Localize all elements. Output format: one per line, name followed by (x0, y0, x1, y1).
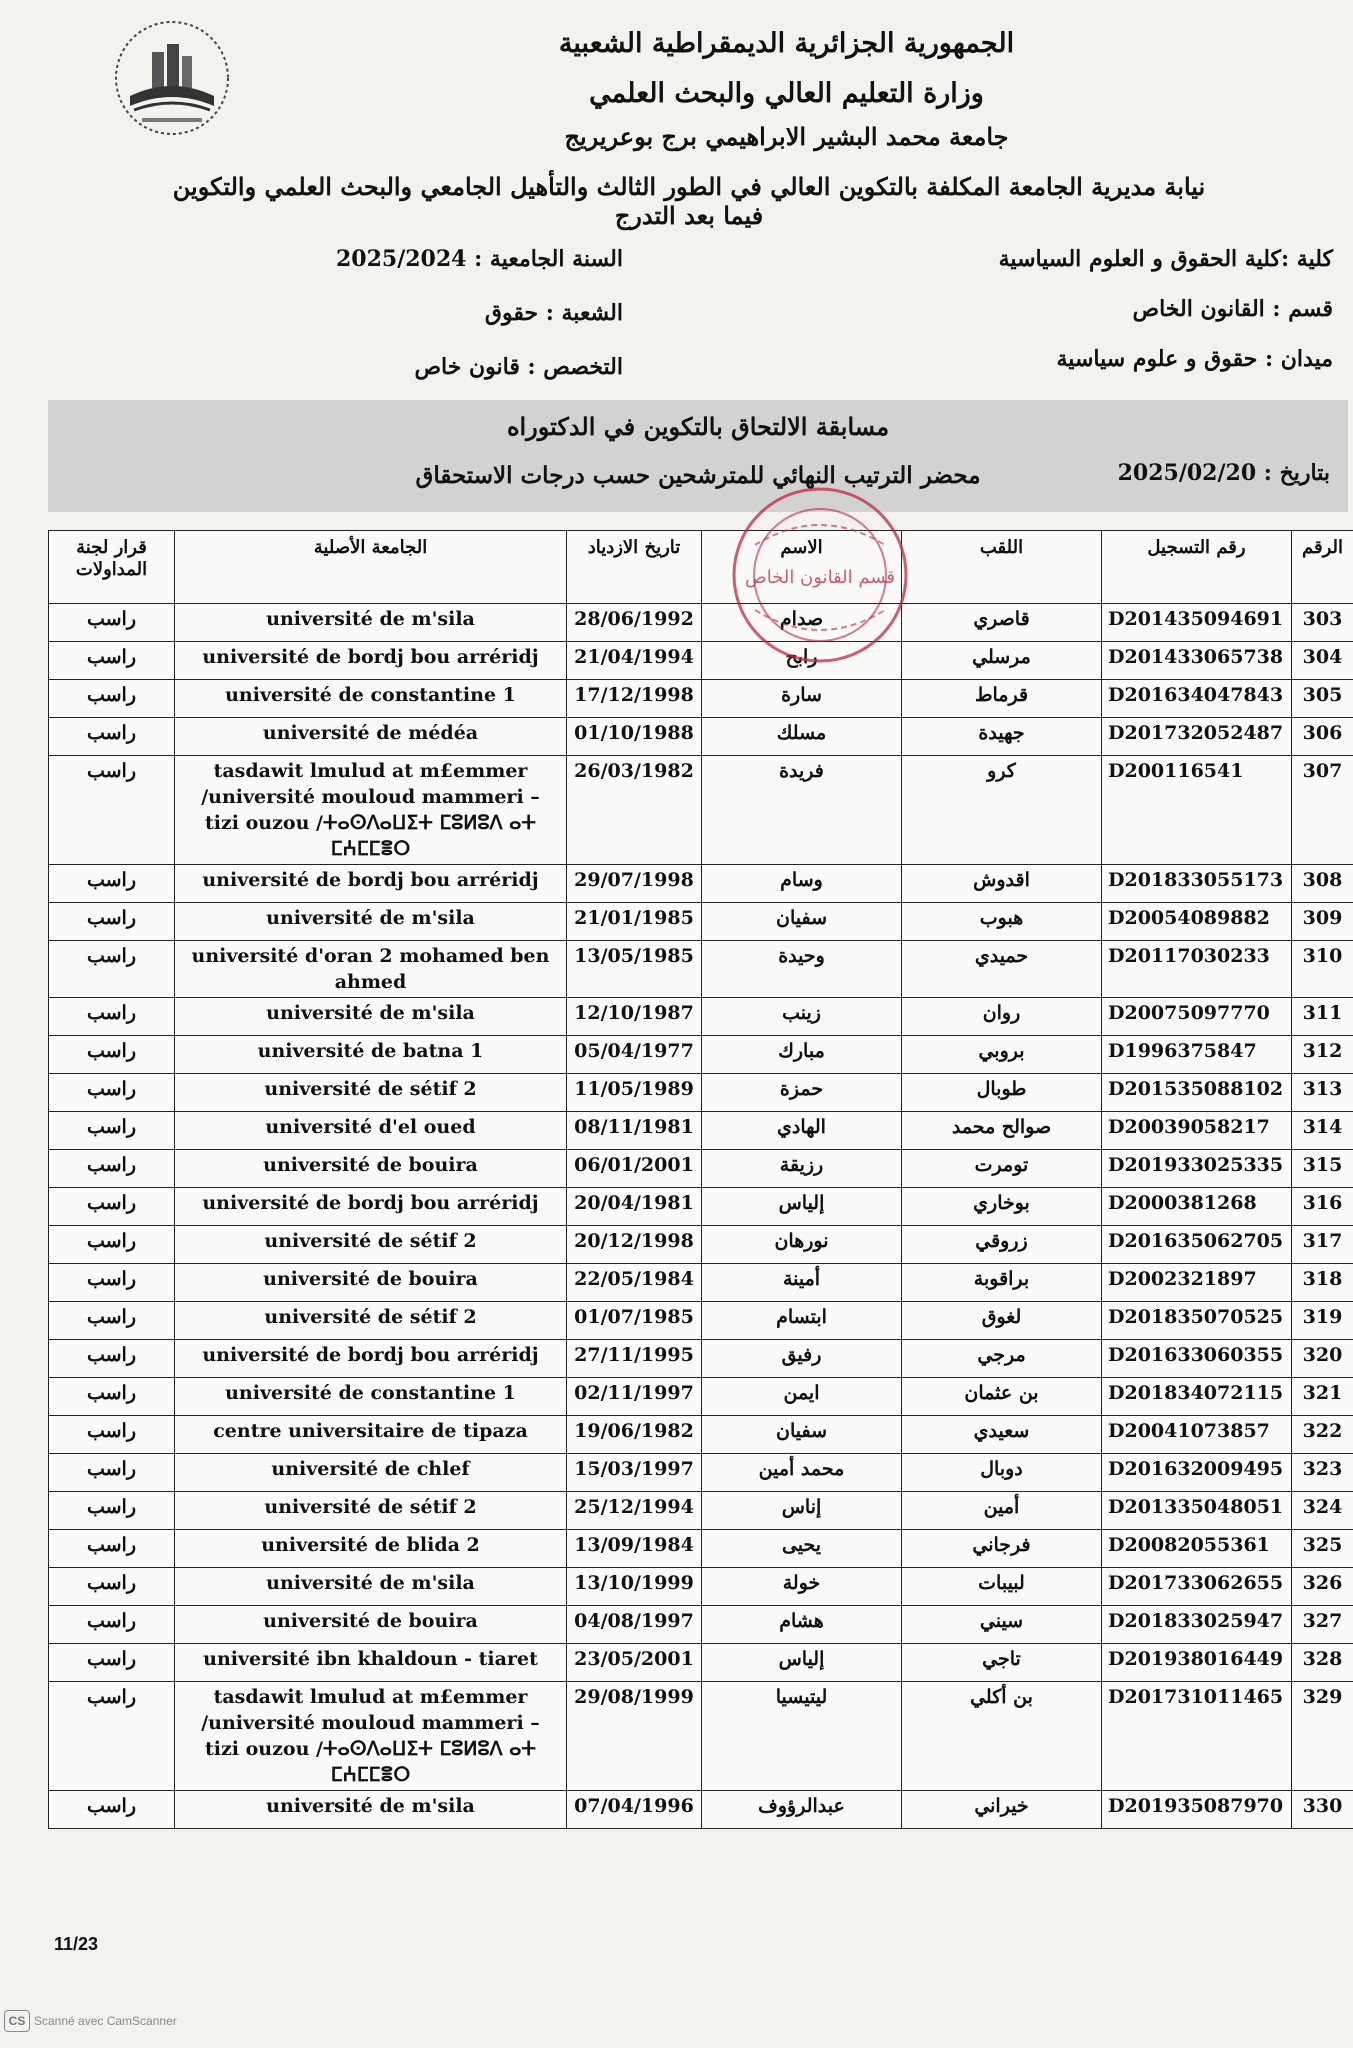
table-row (49, 1340, 1353, 1378)
cell-decision: راسب (49, 941, 175, 998)
cell-birthdate: 23/05/2001 (567, 1644, 702, 1682)
header-directorate: نيابة مديرية الجامعة المكلفة بالتكوين العالي في الطور الثالث والتأهيل الجامعي والبحث العلمي والتكوين فيما بعد التدرج (172, 172, 1206, 230)
cell-university: université de bouira (175, 1264, 567, 1302)
cell-name: يحيى (702, 1530, 902, 1568)
cell-registration: D201731011465 (1102, 1682, 1292, 1791)
cell-university: université de m'sila (175, 903, 567, 941)
cell-decision: راسب (49, 1036, 175, 1074)
header-university: جامعة محمد البشير الابراهيمي برج بوعريريج (564, 122, 1009, 151)
cell-name: وحيدة (702, 941, 902, 998)
cell-decision: راسب (49, 642, 175, 680)
cell-decision: راسب (49, 1492, 175, 1530)
cell-num: 313 (1292, 1074, 1353, 1112)
cell-decision: راسب (49, 1188, 175, 1226)
cell-num: 324 (1292, 1492, 1353, 1530)
table-row (49, 1302, 1353, 1340)
cell-registration: D20082055361 (1102, 1530, 1292, 1568)
cell-registration: D201933025335 (1102, 1150, 1292, 1188)
cell-name: أمينة (702, 1264, 902, 1302)
table-header-row (49, 531, 1353, 604)
cell-university: université de m'sila (175, 1568, 567, 1606)
cell-name: إناس (702, 1492, 902, 1530)
cell-birthdate: 17/12/1998 (567, 680, 702, 718)
cell-name: الهادي (702, 1112, 902, 1150)
cell-birthdate: 11/05/1989 (567, 1074, 702, 1112)
cell-surname: مرجي (902, 1340, 1102, 1378)
cell-num: 307 (1292, 756, 1353, 865)
table-row (49, 756, 1353, 865)
cell-surname: صوالح محمد (902, 1112, 1102, 1150)
table-row (49, 998, 1353, 1036)
cell-registration: D201938016449 (1102, 1644, 1292, 1682)
cell-birthdate: 13/10/1999 (567, 1568, 702, 1606)
cell-birthdate: 19/06/1982 (567, 1416, 702, 1454)
cell-birthdate: 08/11/1981 (567, 1112, 702, 1150)
cell-surname: سيني (902, 1606, 1102, 1644)
cell-num: 308 (1292, 865, 1353, 903)
cell-birthdate: 01/07/1985 (567, 1302, 702, 1340)
cell-num: 328 (1292, 1644, 1353, 1682)
cell-name: سفيان (702, 903, 902, 941)
cell-decision: راسب (49, 1264, 175, 1302)
header-university: الجامعة الأصلية (175, 531, 567, 604)
cell-num: 320 (1292, 1340, 1353, 1378)
table-row (49, 1036, 1353, 1074)
cell-decision: راسب (49, 1530, 175, 1568)
cell-surname: اقدوش (902, 865, 1102, 903)
cell-registration: D201833025947 (1102, 1606, 1292, 1644)
header-num: الرقم (1292, 531, 1353, 604)
table-body (49, 604, 1353, 1829)
cell-university: tasdawit lmulud at m£emmer /université mouloud mammeri – tizi ouzou /ⵜⴰⵙⴷⴰⵡⵉⵜ ⵎⵓⵍⵓⴷ ⴰⵜ ⵎⵄⵎⵎⴻⵔ (175, 1682, 567, 1791)
cell-num: 329 (1292, 1682, 1353, 1791)
cell-registration: D2002321897 (1102, 1264, 1292, 1302)
cell-university: université de bouira (175, 1150, 567, 1188)
cell-num: 314 (1292, 1112, 1353, 1150)
cell-surname: لغوق (902, 1302, 1102, 1340)
cell-birthdate: 26/03/1982 (567, 756, 702, 865)
cell-registration: D2000381268 (1102, 1188, 1292, 1226)
cell-registration: D201733062655 (1102, 1568, 1292, 1606)
cell-university: université ibn khaldoun - tiaret (175, 1644, 567, 1682)
cell-birthdate: 29/07/1998 (567, 865, 702, 903)
cell-name: ليتيسيا (702, 1682, 902, 1791)
cell-num: 305 (1292, 680, 1353, 718)
cell-num: 323 (1292, 1454, 1353, 1492)
cell-registration: D201935087970 (1102, 1791, 1292, 1829)
cell-decision: راسب (49, 903, 175, 941)
cell-name: ايمن (702, 1378, 902, 1416)
cell-surname: زروقي (902, 1226, 1102, 1264)
cell-decision: راسب (49, 680, 175, 718)
cell-surname: فرجاني (902, 1530, 1102, 1568)
cell-university: université de blida 2 (175, 1530, 567, 1568)
table-row (49, 1150, 1353, 1188)
cell-name: وسام (702, 865, 902, 903)
header-surname: اللقب (902, 531, 1102, 604)
table-row (49, 1606, 1353, 1644)
ranking-title: محضر الترتيب النهائي للمترشحين حسب درجات الاستحقاق (415, 462, 981, 489)
cell-university: université de constantine 1 (175, 1378, 567, 1416)
cell-surname: أمين (902, 1492, 1102, 1530)
table-row (49, 1112, 1353, 1150)
cell-decision: راسب (49, 865, 175, 903)
cell-name: زينب (702, 998, 902, 1036)
table-row (49, 903, 1353, 941)
cell-name: عبدالرؤوف (702, 1791, 902, 1829)
header-dob: تاريخ الازدياد (567, 531, 702, 604)
cell-num: 306 (1292, 718, 1353, 756)
cell-university: université de sétif 2 (175, 1074, 567, 1112)
info-year: السنة الجامعية : 2025/2024 (335, 246, 623, 272)
cell-surname: بروبي (902, 1036, 1102, 1074)
cell-decision: راسب (49, 1340, 175, 1378)
cell-decision: راسب (49, 1226, 175, 1264)
cell-surname: هبوب (902, 903, 1102, 941)
report-date: بتاريخ : 2025/02/20 (1117, 460, 1330, 486)
cell-surname: روان (902, 998, 1102, 1036)
cell-university: université de bordj bou arréridj (175, 865, 567, 903)
page-number: 11/23 (54, 1934, 99, 1954)
info-field: ميدان : حقوق و علوم سياسية (1056, 346, 1333, 372)
cell-num: 318 (1292, 1264, 1353, 1302)
cell-university: université de médéa (175, 718, 567, 756)
scanner-text: Scanné avec CamScanner (34, 2014, 177, 2028)
table-row (49, 1264, 1353, 1302)
cell-num: 303 (1292, 604, 1353, 642)
cell-birthdate: 13/09/1984 (567, 1530, 702, 1568)
cell-num: 304 (1292, 642, 1353, 680)
cell-num: 321 (1292, 1378, 1353, 1416)
table-row (49, 1188, 1353, 1226)
cell-birthdate: 05/04/1977 (567, 1036, 702, 1074)
cell-university: université de sétif 2 (175, 1226, 567, 1264)
cell-surname: تومرت (902, 1150, 1102, 1188)
cell-surname: جهيدة (902, 718, 1102, 756)
cell-num: 322 (1292, 1416, 1353, 1454)
scanner-watermark (4, 2010, 177, 2032)
cell-decision: راسب (49, 998, 175, 1036)
cell-birthdate: 27/11/1995 (567, 1340, 702, 1378)
cell-birthdate: 13/05/1985 (567, 941, 702, 998)
cell-num: 327 (1292, 1606, 1353, 1644)
cell-decision: راسب (49, 1791, 175, 1829)
cell-university: université d'el oued (175, 1112, 567, 1150)
cell-university: université de chlef (175, 1454, 567, 1492)
cell-surname: بن عثمان (902, 1378, 1102, 1416)
cell-name: سارة (702, 680, 902, 718)
cell-university: université de m'sila (175, 604, 567, 642)
cell-birthdate: 22/05/1984 (567, 1264, 702, 1302)
cell-university: université de sétif 2 (175, 1302, 567, 1340)
cell-num: 326 (1292, 1568, 1353, 1606)
header-decision: قرار لجنة المداولات (49, 531, 175, 604)
table-row (49, 680, 1353, 718)
cell-university: université de bouira (175, 1606, 567, 1644)
cell-registration: D200116541 (1102, 756, 1292, 865)
cell-surname: حميدي (902, 941, 1102, 998)
cell-registration: D201535088102 (1102, 1074, 1292, 1112)
cell-decision: راسب (49, 1606, 175, 1644)
cell-university: université de bordj bou arréridj (175, 642, 567, 680)
cell-name: رزيقة (702, 1150, 902, 1188)
cell-university: université de sétif 2 (175, 1492, 567, 1530)
cell-decision: راسب (49, 1150, 175, 1188)
cell-decision: راسب (49, 1074, 175, 1112)
table-row (49, 1791, 1353, 1829)
cell-name: فريدة (702, 756, 902, 865)
cell-decision: راسب (49, 718, 175, 756)
cell-registration: D201833055173 (1102, 865, 1292, 903)
cell-name: مبارك (702, 1036, 902, 1074)
cell-university: tasdawit lmulud at m£emmer /université mouloud mammeri – tizi ouzou /ⵜⴰⵙⴷⴰⵡⵉⵜ ⵎⵓⵍⵓⴷ ⴰⵜ ⵎⵄⵎⵎⴻⵔ (175, 756, 567, 865)
cell-name: صدام (702, 604, 902, 642)
cell-name: رفيق (702, 1340, 902, 1378)
cell-name: مسلك (702, 718, 902, 756)
cell-birthdate: 06/01/2001 (567, 1150, 702, 1188)
table-row (49, 1074, 1353, 1112)
cell-registration: D201633060355 (1102, 1340, 1292, 1378)
cell-num: 325 (1292, 1530, 1353, 1568)
cell-registration: D201435094691 (1102, 604, 1292, 642)
info-department: قسم : القانون الخاص (1132, 296, 1333, 322)
cell-num: 311 (1292, 998, 1353, 1036)
info-specialty: التخصص : قانون خاص (414, 354, 623, 380)
info-faculty: كلية :كلية الحقوق و العلوم السياسية (998, 246, 1333, 272)
cell-registration: D201834072115 (1102, 1378, 1292, 1416)
cell-university: université de constantine 1 (175, 680, 567, 718)
cell-university: université de batna 1 (175, 1036, 567, 1074)
cell-name: هشام (702, 1606, 902, 1644)
cell-name: رابح (702, 642, 902, 680)
cell-surname: تاجي (902, 1644, 1102, 1682)
cell-surname: بن أكلي (902, 1682, 1102, 1791)
cell-birthdate: 20/12/1998 (567, 1226, 702, 1264)
table-row (49, 718, 1353, 756)
cell-decision: راسب (49, 756, 175, 865)
table-row (49, 1454, 1353, 1492)
cell-name: إلياس (702, 1644, 902, 1682)
cell-name: إلياس (702, 1188, 902, 1226)
cell-num: 312 (1292, 1036, 1353, 1074)
cell-decision: راسب (49, 1416, 175, 1454)
cell-decision: راسب (49, 1568, 175, 1606)
cell-decision: راسب (49, 1378, 175, 1416)
cell-birthdate: 20/04/1981 (567, 1188, 702, 1226)
cell-birthdate: 01/10/1988 (567, 718, 702, 756)
cell-surname: لبيبات (902, 1568, 1102, 1606)
header-name: الاسم (702, 531, 902, 604)
cell-university: université d'oran 2 mohamed ben ahmed (175, 941, 567, 998)
cell-university: centre universitaire de tipaza (175, 1416, 567, 1454)
table-row (49, 1416, 1353, 1454)
table-row (49, 1492, 1353, 1530)
cell-surname: قرماط (902, 680, 1102, 718)
cell-registration: D201732052487 (1102, 718, 1292, 756)
competition-title: مسابقة الالتحاق بالتكوين في الدكتوراه (506, 412, 890, 441)
cell-registration: D201835070525 (1102, 1302, 1292, 1340)
cell-birthdate: 21/04/1994 (567, 642, 702, 680)
camscanner-icon: CS (4, 2010, 30, 2032)
cell-university: université de m'sila (175, 1791, 567, 1829)
cell-birthdate: 02/11/1997 (567, 1378, 702, 1416)
cell-decision: راسب (49, 1454, 175, 1492)
header-republic: الجمهورية الجزائرية الديمقراطية الشعبية (558, 28, 1015, 59)
cell-name: خولة (702, 1568, 902, 1606)
cell-birthdate: 12/10/1987 (567, 998, 702, 1036)
cell-decision: راسب (49, 1644, 175, 1682)
cell-birthdate: 25/12/1994 (567, 1492, 702, 1530)
cell-registration: D201634047843 (1102, 680, 1292, 718)
title-bar (48, 400, 1348, 512)
table-row (49, 1378, 1353, 1416)
table-row (49, 642, 1353, 680)
cell-birthdate: 04/08/1997 (567, 1606, 702, 1644)
header-reg: رقم التسجيل (1102, 531, 1292, 604)
cell-num: 316 (1292, 1188, 1353, 1226)
cell-num: 315 (1292, 1150, 1353, 1188)
table-row (49, 1530, 1353, 1568)
cell-registration: D201433065738 (1102, 642, 1292, 680)
cell-surname: مرسلي (902, 642, 1102, 680)
cell-registration: D201635062705 (1102, 1226, 1292, 1264)
cell-num: 319 (1292, 1302, 1353, 1340)
table-row (49, 1568, 1353, 1606)
cell-num: 310 (1292, 941, 1353, 998)
cell-surname: كرو (902, 756, 1102, 865)
cell-registration: D1996375847 (1102, 1036, 1292, 1074)
cell-surname: قاصري (902, 604, 1102, 642)
cell-birthdate: 15/03/1997 (567, 1454, 702, 1492)
cell-surname: دوبال (902, 1454, 1102, 1492)
cell-registration: D20117030233 (1102, 941, 1292, 998)
cell-university: université de m'sila (175, 998, 567, 1036)
cell-registration: D20075097770 (1102, 998, 1292, 1036)
table-row (49, 865, 1353, 903)
table-row (49, 1644, 1353, 1682)
cell-decision: راسب (49, 1302, 175, 1340)
cell-registration: D201335048051 (1102, 1492, 1292, 1530)
table-row (49, 941, 1353, 998)
header-ministry: وزارة التعليم العالي والبحث العلمي (589, 78, 984, 109)
cell-surname: طوبال (902, 1074, 1102, 1112)
cell-registration: D20039058217 (1102, 1112, 1292, 1150)
cell-surname: سعيدي (902, 1416, 1102, 1454)
cell-registration: D20054089882 (1102, 903, 1292, 941)
cell-name: محمد أمين (702, 1454, 902, 1492)
info-branch: الشعبة : حقوق (484, 300, 623, 326)
cell-name: حمزة (702, 1074, 902, 1112)
cell-name: نورهان (702, 1226, 902, 1264)
table-row (49, 604, 1353, 642)
cell-decision: راسب (49, 604, 175, 642)
cell-num: 309 (1292, 903, 1353, 941)
cell-decision: راسب (49, 1112, 175, 1150)
cell-birthdate: 29/08/1999 (567, 1682, 702, 1791)
cell-surname: خيراني (902, 1791, 1102, 1829)
table-row (49, 1682, 1353, 1791)
cell-birthdate: 28/06/1992 (567, 604, 702, 642)
cell-birthdate: 21/01/1985 (567, 903, 702, 941)
cell-birthdate: 07/04/1996 (567, 1791, 702, 1829)
stamp-text: قسم القانون الخاص (744, 567, 896, 588)
cell-num: 330 (1292, 1791, 1353, 1829)
cell-surname: بوخاري (902, 1188, 1102, 1226)
table-row (49, 1226, 1353, 1264)
university-logo-icon (112, 18, 232, 138)
cell-num: 317 (1292, 1226, 1353, 1264)
cell-surname: براقوبة (902, 1264, 1102, 1302)
cell-university: université de bordj bou arréridj (175, 1188, 567, 1226)
candidates-table (48, 530, 1353, 1829)
cell-name: سفيان (702, 1416, 902, 1454)
cell-registration: D201632009495 (1102, 1454, 1292, 1492)
cell-name: ابتسام (702, 1302, 902, 1340)
cell-decision: راسب (49, 1682, 175, 1791)
cell-registration: D20041073857 (1102, 1416, 1292, 1454)
cell-university: université de bordj bou arréridj (175, 1340, 567, 1378)
